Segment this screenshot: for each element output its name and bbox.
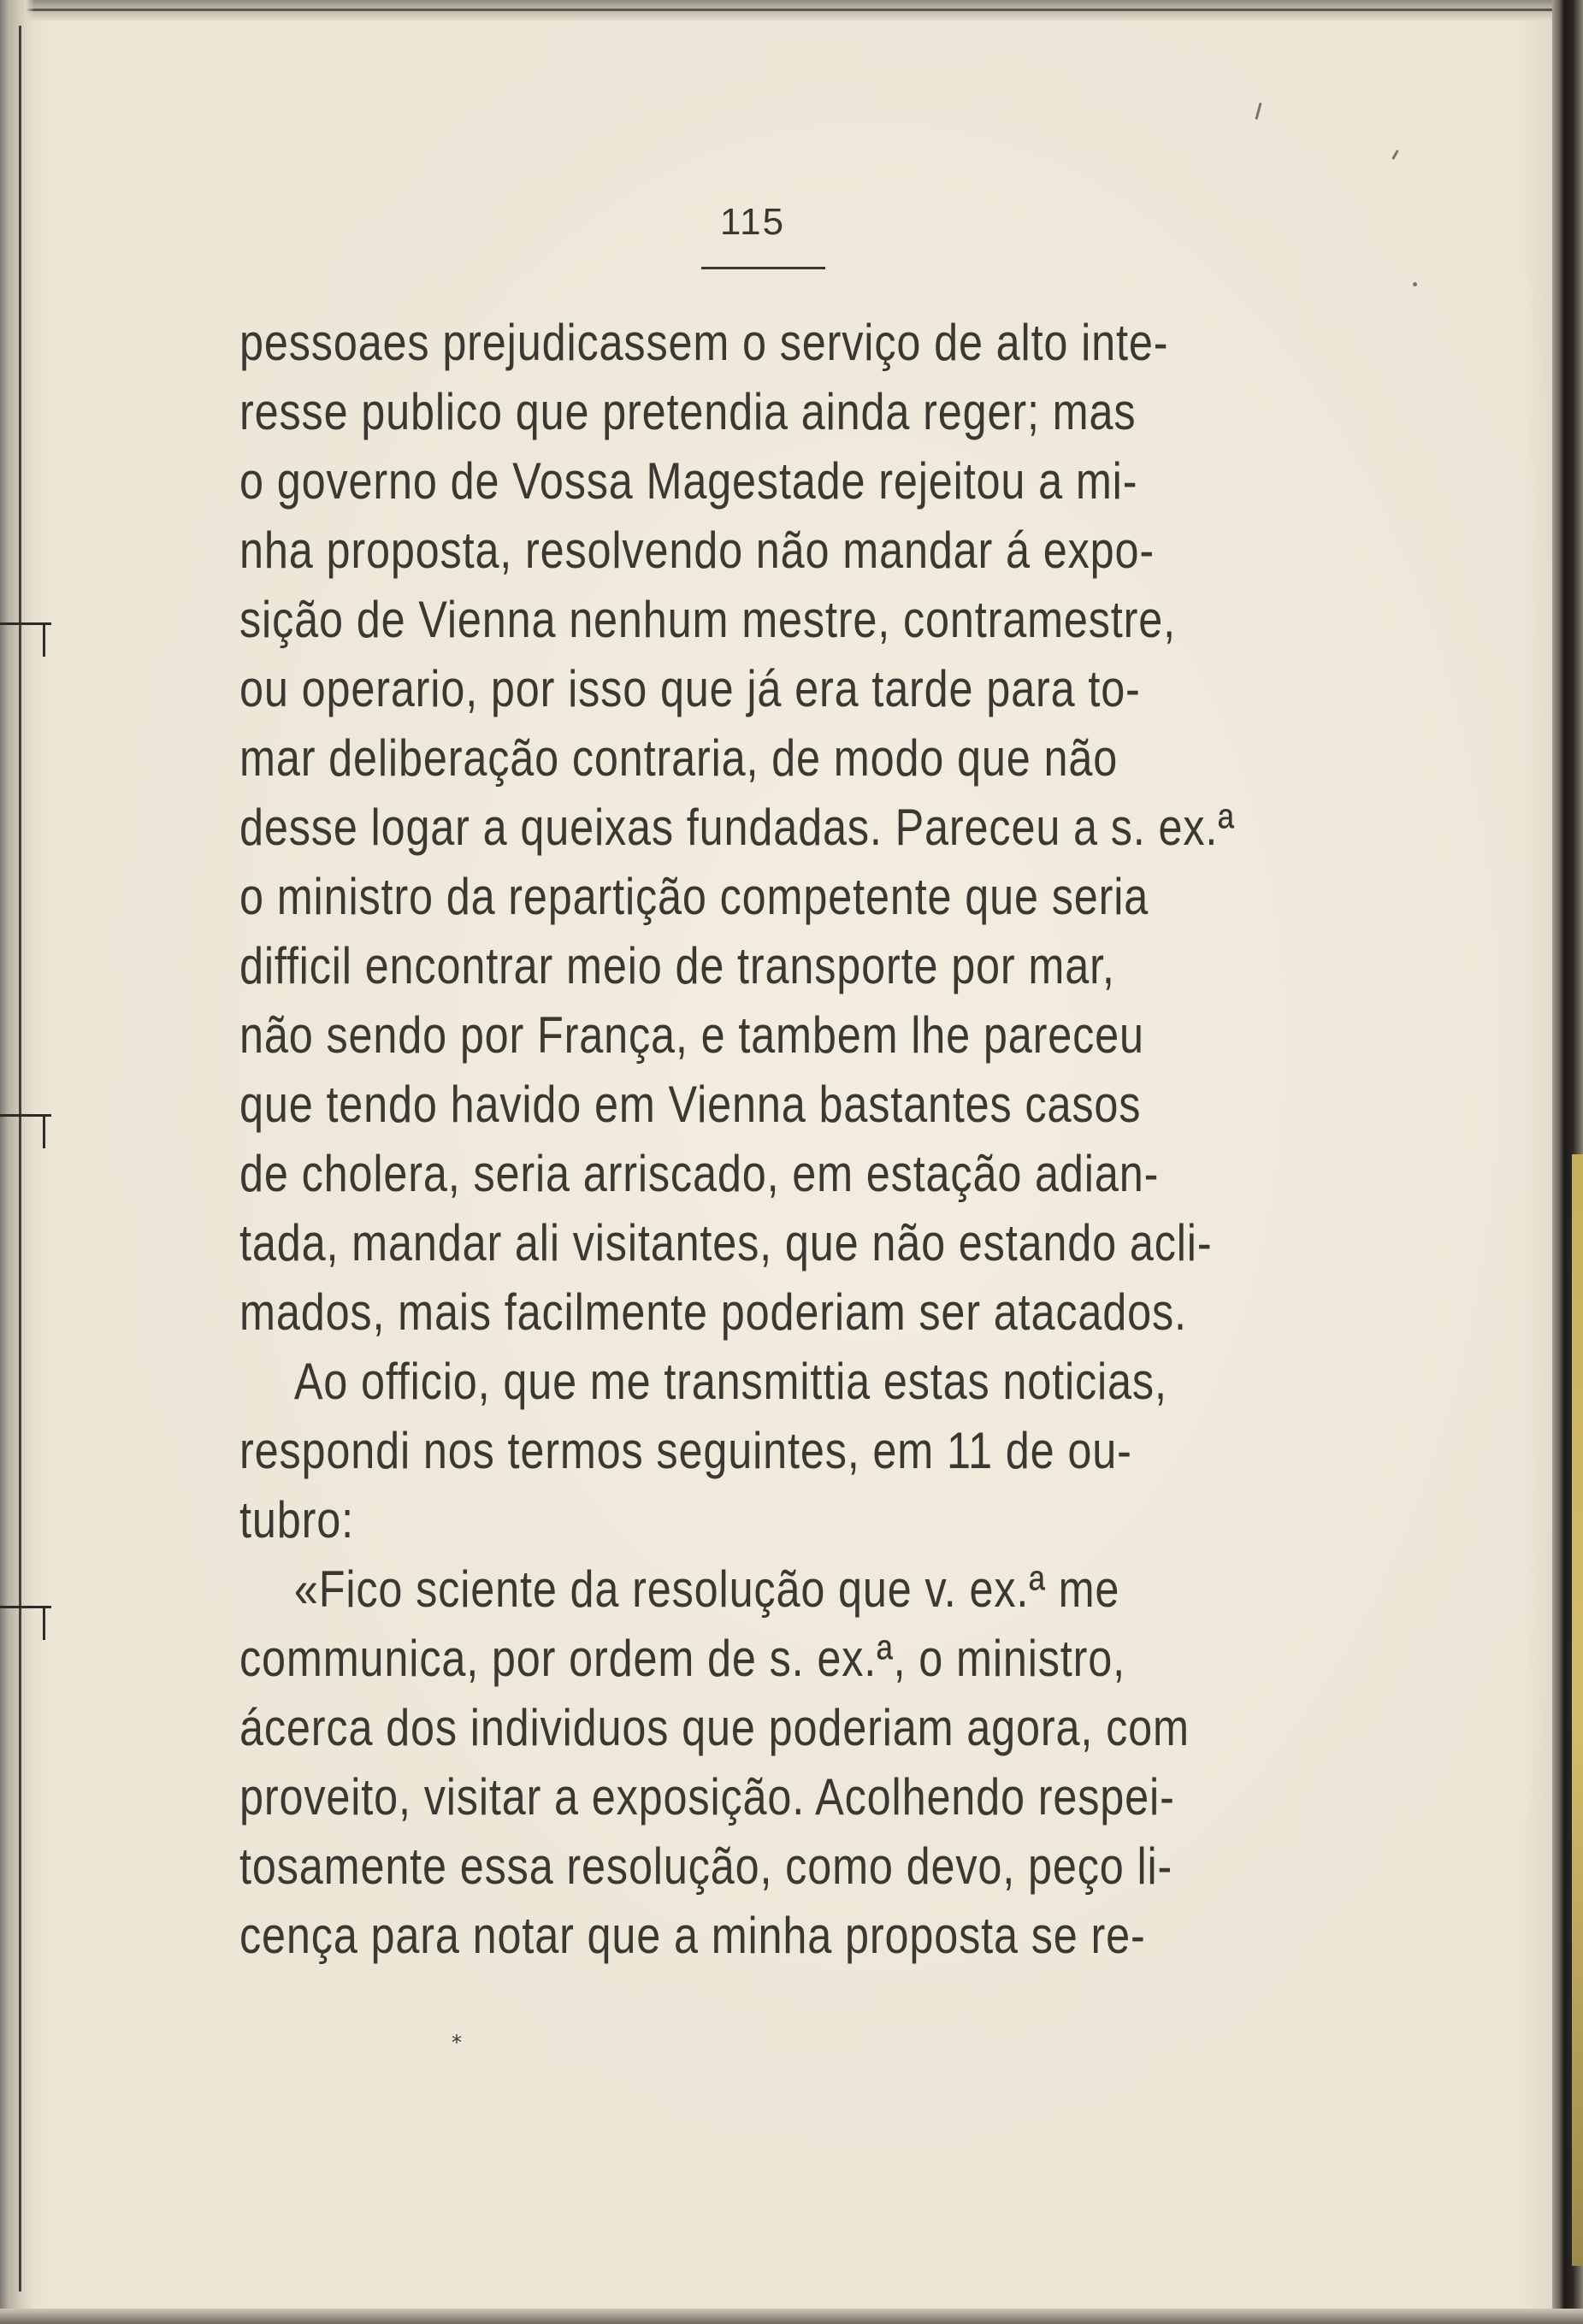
text-line: ou operario, por isso que já era tarde para to- [239, 660, 1141, 717]
margin-tick [43, 1114, 45, 1148]
text-line: desse logar a queixas fundadas. Pareceu a s. ex.ª [239, 799, 1235, 856]
text-line: cença para notar que a minha proposta se re- [239, 1907, 1146, 1964]
text-line: mar deliberação contraria, de modo que não [239, 729, 1119, 787]
text-line: ácerca dos individuos que poderiam agora, com [239, 1699, 1190, 1756]
binding-shadow [0, 0, 34, 2324]
text-line: não sendo por França, e tambem lhe pareceu [239, 1006, 1144, 1064]
text-line: tada, mandar ali visitantes, que não estando acli- [239, 1214, 1213, 1271]
binding-line [19, 26, 21, 2292]
text-line: communica, por ordem de s. ex.ª, o ministro, [239, 1630, 1125, 1687]
text-line: tosamente essa resolução, como devo, peço li- [239, 1837, 1173, 1895]
text-line: resse publico que pretendia ainda reger; mas [239, 383, 1137, 440]
margin-tick [43, 1606, 45, 1640]
text-line: tubro: [239, 1491, 354, 1548]
text-line: que tendo havido em Vienna bastantes casos [239, 1076, 1142, 1133]
text-line: respondi nos termos seguintes, em 11 de ou- [239, 1422, 1132, 1479]
page-bottom-edge [0, 2309, 1583, 2324]
text-line: sição de Vienna nenhum mestre, contramestre, [239, 591, 1176, 648]
page-number: 115 [719, 201, 786, 243]
text-line: nha proposta, resolvendo não mandar á expo- [239, 522, 1155, 579]
paper-speck [1391, 150, 1399, 160]
page-edge-stain [1572, 1154, 1583, 2266]
paragraph-start-line: Ao officio, que me transmittia estas noticias, [293, 1353, 1167, 1410]
page-number-rule [701, 267, 825, 269]
text-line: pessoaes prejudicassem o serviço de alto inte- [239, 314, 1169, 371]
text-line: o governo de Vossa Magestade rejeitou a mi- [239, 452, 1138, 510]
text-line: proveito, visitar a exposição. Acolhendo respei- [239, 1768, 1175, 1826]
paragraph-start-line: «Fico sciente da resolução que v. ex.ª me [293, 1560, 1120, 1618]
text-line: difficil encontrar meio de transporte por mar, [239, 937, 1115, 994]
margin-tick [43, 622, 45, 657]
body-text [239, 308, 1313, 1970]
text-line: mados, mais facilmente poderiam ser atacados. [239, 1283, 1187, 1341]
signature-mark: * [452, 2031, 462, 2055]
paper-speck [1413, 282, 1417, 286]
paper-speck [1255, 103, 1261, 120]
top-border-rule [0, 9, 1565, 11]
text-line: de cholera, seria arriscado, em estação adian- [239, 1145, 1160, 1202]
text-line: o ministro da repartição competente que seria [239, 868, 1149, 925]
